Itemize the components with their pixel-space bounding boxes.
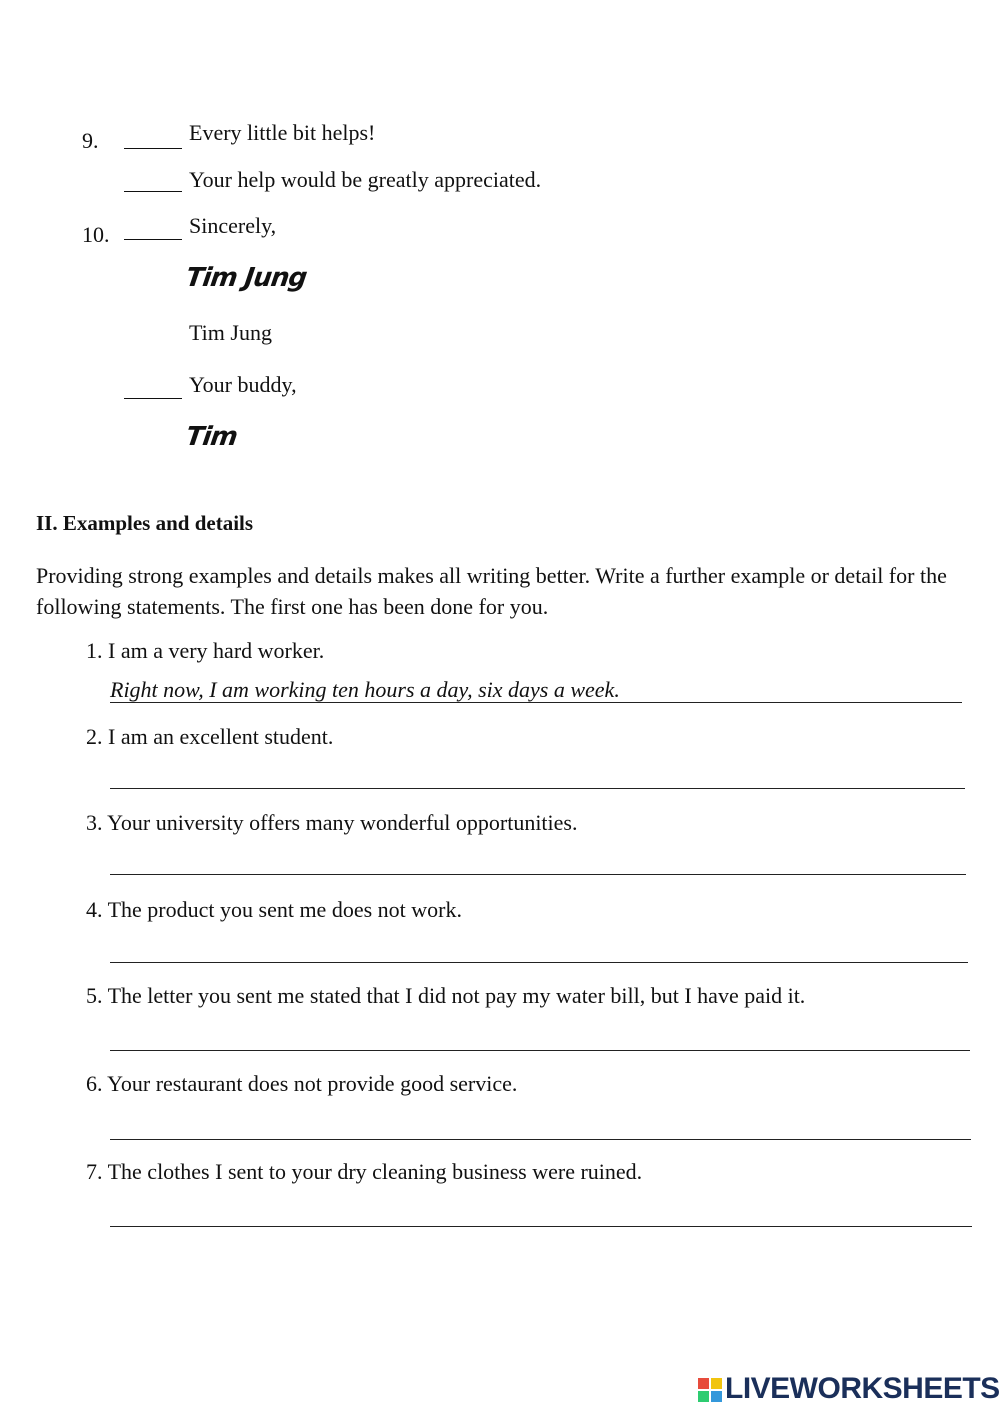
liveworksheets-wordmark: LIVEWORKSHEETS	[725, 1372, 1000, 1405]
answer-6-line[interactable]	[110, 1139, 971, 1140]
question-2: 2. I am an excellent student.	[86, 724, 334, 749]
signature-full: Tim Jung	[183, 263, 309, 293]
question-1: 1. I am a very hard worker.	[86, 638, 325, 663]
printed-name: Tim Jung	[189, 320, 272, 345]
answer-2-line[interactable]	[110, 788, 965, 789]
section-instructions: Providing strong examples and details makes all writing better. Write a further example or detail for the following statements. The first one has been done for you.	[36, 563, 947, 619]
answer-1-line	[110, 702, 962, 703]
liveworksheets-logo-icon	[698, 1378, 722, 1402]
question-3: 3. Your university offers many wonderful opportunities.	[86, 810, 578, 835]
answer-4-line[interactable]	[110, 962, 968, 963]
question-4: 4. The product you sent me does not work.	[86, 897, 462, 922]
signature-short: Tim	[183, 422, 239, 452]
item-10-closing-1: Sincerely,	[189, 213, 277, 238]
answer-5-line[interactable]	[110, 1050, 970, 1051]
answer-7-line[interactable]	[110, 1226, 972, 1227]
item-10-number: 10.	[82, 222, 110, 247]
item-10-blank-1[interactable]	[124, 239, 182, 240]
item-9-blank-1[interactable]	[124, 148, 182, 149]
answer-1-text: Right now, I am working ten hours a day, six days a week.	[110, 677, 620, 702]
answer-3-line[interactable]	[110, 874, 966, 875]
item-9-blank-2[interactable]	[124, 191, 182, 192]
item-10-closing-2: Your buddy,	[189, 372, 297, 397]
question-6: 6. Your restaurant does not provide good service.	[86, 1071, 518, 1096]
item-9-number: 9.	[82, 128, 99, 153]
item-9-option-2: Your help would be greatly appreciated.	[189, 167, 542, 192]
question-5: 5. The letter you sent me stated that I did not pay my water bill, but I have paid it.	[86, 983, 806, 1008]
question-7: 7. The clothes I sent to your dry cleaning business were ruined.	[86, 1159, 643, 1184]
item-10-blank-2[interactable]	[124, 398, 182, 399]
item-9-option-1: Every little bit helps!	[189, 120, 376, 145]
section-heading: II. Examples and details	[36, 511, 254, 535]
